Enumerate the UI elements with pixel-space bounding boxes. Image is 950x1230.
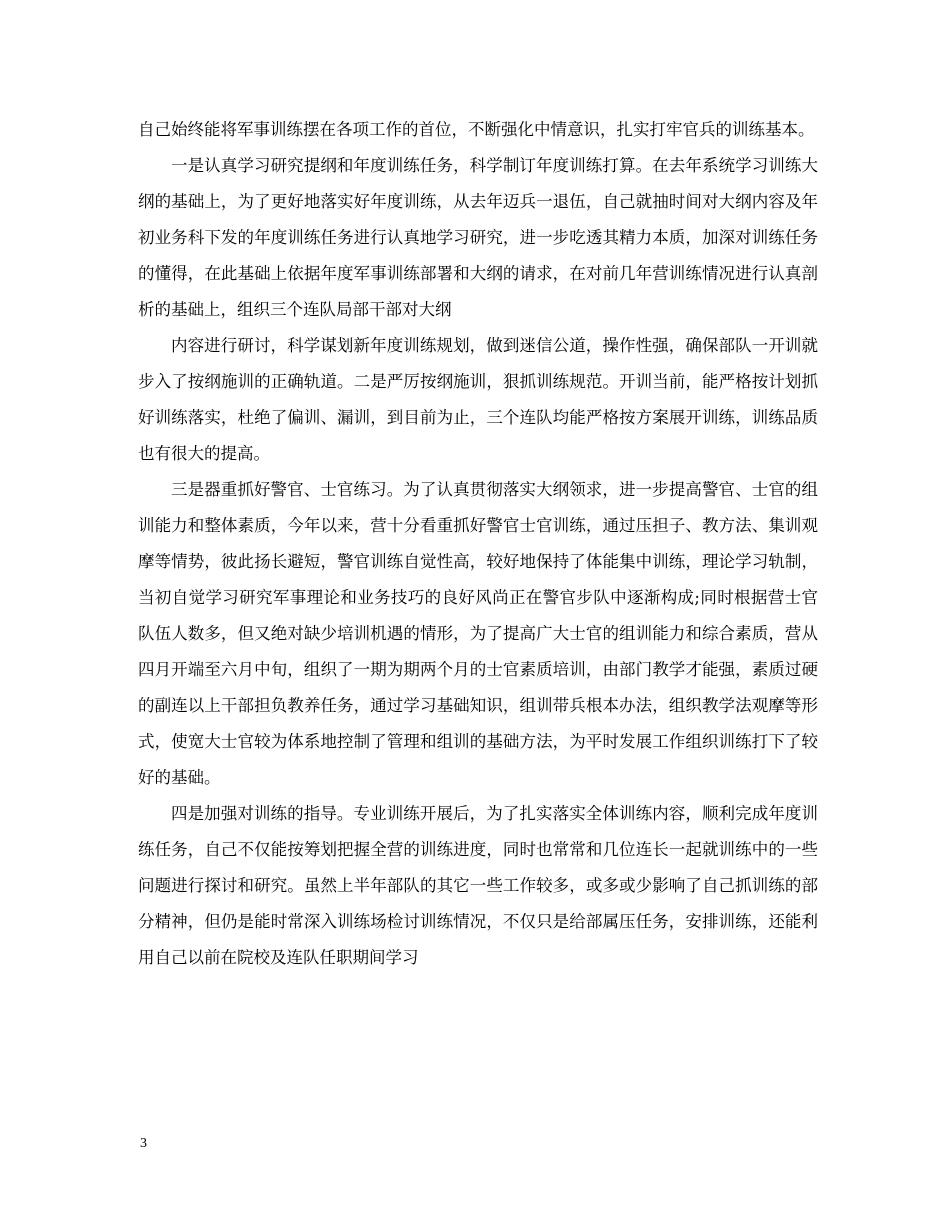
- paragraph-1: 自己始终能将军事训练摆在各项工作的首位，不断强化中情意识，扎实打牢官兵的训练基本。: [138, 120, 815, 139]
- paragraph-2: 一是认真学习研究提纲和年度训练任务，科学制订年度训练打算。在去年系统学习训练大纲的基础上，为了更好地落实好年度训练，从去年迈兵一退伍，自己就抽时间对大纲内容及年初业务科下发的年度训练任务进行认真地学习研究，进一步吃透其精力本质，加深对训练任务的懂得，在此基础上依据年度军事训练部署和大纲的请求，在对前几年营训练情况进行认真剖析的基础上，组织三个连队局部干部对大纲: [138, 156, 818, 319]
- page-number: 3: [140, 1136, 147, 1151]
- paragraph-3: 内容进行研讨，科学谋划新年度训练规划，做到迷信公道，操作性强，确保部队一开训就步入了按纲施训的正确轨道。二是严厉按纲施训，狠抓训练规范。开训当前，能严格按计划抓好训练落实，杜绝了偏训、漏训，到目前为止，三个连队均能严格按方案展开训练，训练品质也有很大的提高。: [138, 336, 818, 463]
- document-body: [138, 112, 818, 976]
- paragraph-4: 三是器重抓好警官、士官练习。为了认真贯彻落实大纲领求，进一步提高警官、士官的组训能力和整体素质，今年以来，营十分看重抓好警官士官训练，通过压担子、教方法、集训观摩等情势，彼此扬长避短，警官训练自觉性高，较好地保持了体能集中训练，理论学习轨制，当初自觉学习研究军事理论和业务技巧的良好风尚正在警官步队中逐渐构成;同时根据营士官队伍人数多，但又绝对缺少培训机遇的情形，为了提高广大士官的组训能力和综合素质，营从四月开端至六月中旬，组织了一期为期两个月的士官素质培训，由部门教学才能强，素质过硬的副连以上干部担负教养任务，通过学习基础知识，组训带兵根本办法，组织教学法观摩等形式，使宽大士官较为体系地控制了管理和组训的基础方法，为平时发展工作组织训练打下了较好的基础。: [138, 480, 818, 787]
- paragraph-5: 四是加强对训练的指导。专业训练开展后，为了扎实落实全体训练内容，顺利完成年度训练任务，自己不仅能按筹划把握全营的训练进度，同时也常常和几位连长一起就训练中的一些问题进行探讨和研究。虽然上半年部队的其它一些工作较多，或多或少影响了自己抓训练的部分精神，但仍是能时常深入训练场检讨训练情况，不仅只是给部属压任务，安排训练，还能利用自己以前在院校及连队任职期间学习: [138, 804, 818, 967]
